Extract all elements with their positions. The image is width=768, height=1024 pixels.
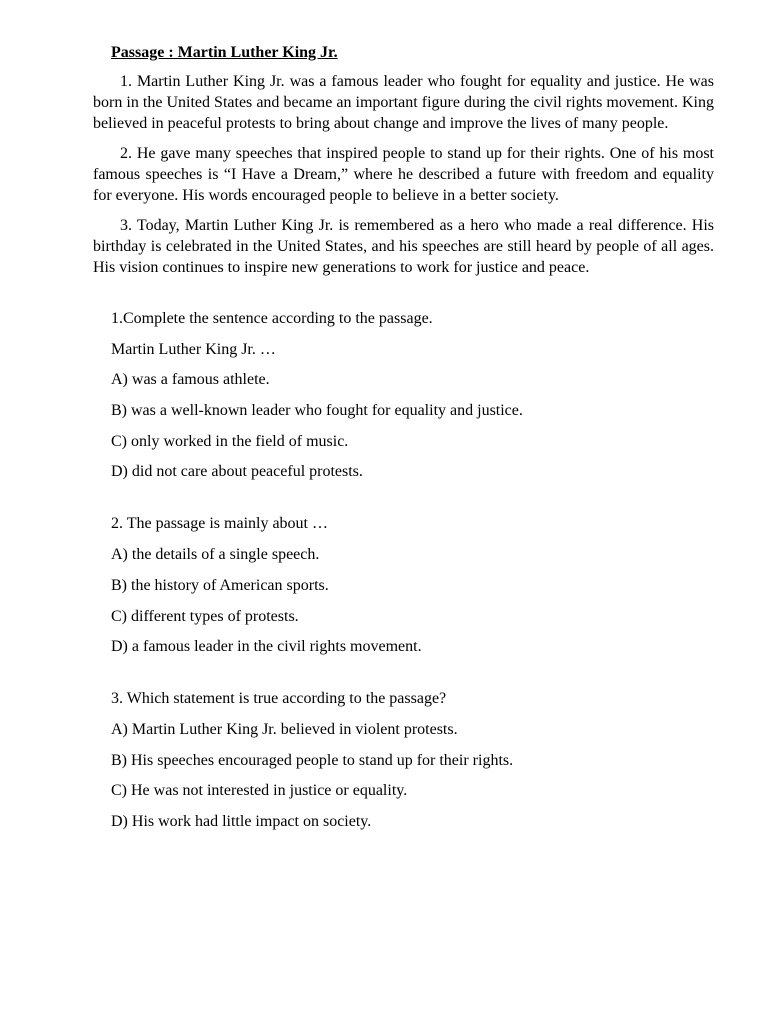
passage-paragraph-3: 3. Today, Martin Luther King Jr. is remembered as a hero who made a real difference. His birthday is celebrated in the United States, and his speeches are still heard by people of all ages. His vision continues to inspire new generations to work for justice and peace.	[93, 217, 714, 276]
answer-option-a: A) the details of a single speech.	[111, 546, 320, 564]
answer-option-d: D) a famous leader in the civil rights movement.	[111, 638, 422, 656]
answer-option-c: C) only worked in the field of music.	[111, 432, 349, 450]
question-prompt: 3. Which statement is true according to the passage?	[111, 690, 447, 708]
question-prompt: 1.Complete the sentence according to the passage.	[111, 310, 433, 327]
passage-title: Passage : Martin Luther King Jr.	[111, 44, 338, 61]
question-stem: Martin Luther King Jr. …	[111, 340, 276, 358]
answer-option-d: D) did not care about peaceful protests.	[111, 463, 363, 481]
passage-paragraph-2: 2. He gave many speeches that inspired people to stand up for their rights. One of his most famous speeches is “I Have a Dream,” where he described a future with freedom and equality for everyone. His words encouraged people to believe in a better society.	[93, 145, 714, 204]
answer-option-c: C) He was not interested in justice or equality.	[111, 782, 408, 800]
question-1	[111, 308, 714, 482]
answer-option-b: B) the history of American sports.	[111, 576, 329, 594]
question-3	[111, 688, 714, 832]
questions-section	[93, 308, 714, 832]
answer-option-b: B) was a well-known leader who fought for equality and justice.	[111, 402, 523, 420]
question-prompt: 2. The passage is mainly about …	[111, 515, 328, 533]
answer-option-a: A) was a famous athlete.	[111, 371, 270, 389]
answer-option-b: B) His speeches encouraged people to stand up for their rights.	[111, 751, 514, 769]
answer-option-d: D) His work had little impact on society.	[111, 812, 372, 830]
question-2	[111, 513, 714, 657]
answer-option-a: A) Martin Luther King Jr. believed in violent protests.	[111, 720, 458, 738]
answer-option-c: C) different types of protests.	[111, 607, 299, 625]
passage-paragraph-1: 1. Martin Luther King Jr. was a famous leader who fought for equality and justice. He was born in the United States and became an important figure during the civil rights movement. King believed in peaceful protests to bring about change and improve the lives of many people.	[93, 73, 714, 132]
document-page	[93, 42, 714, 863]
